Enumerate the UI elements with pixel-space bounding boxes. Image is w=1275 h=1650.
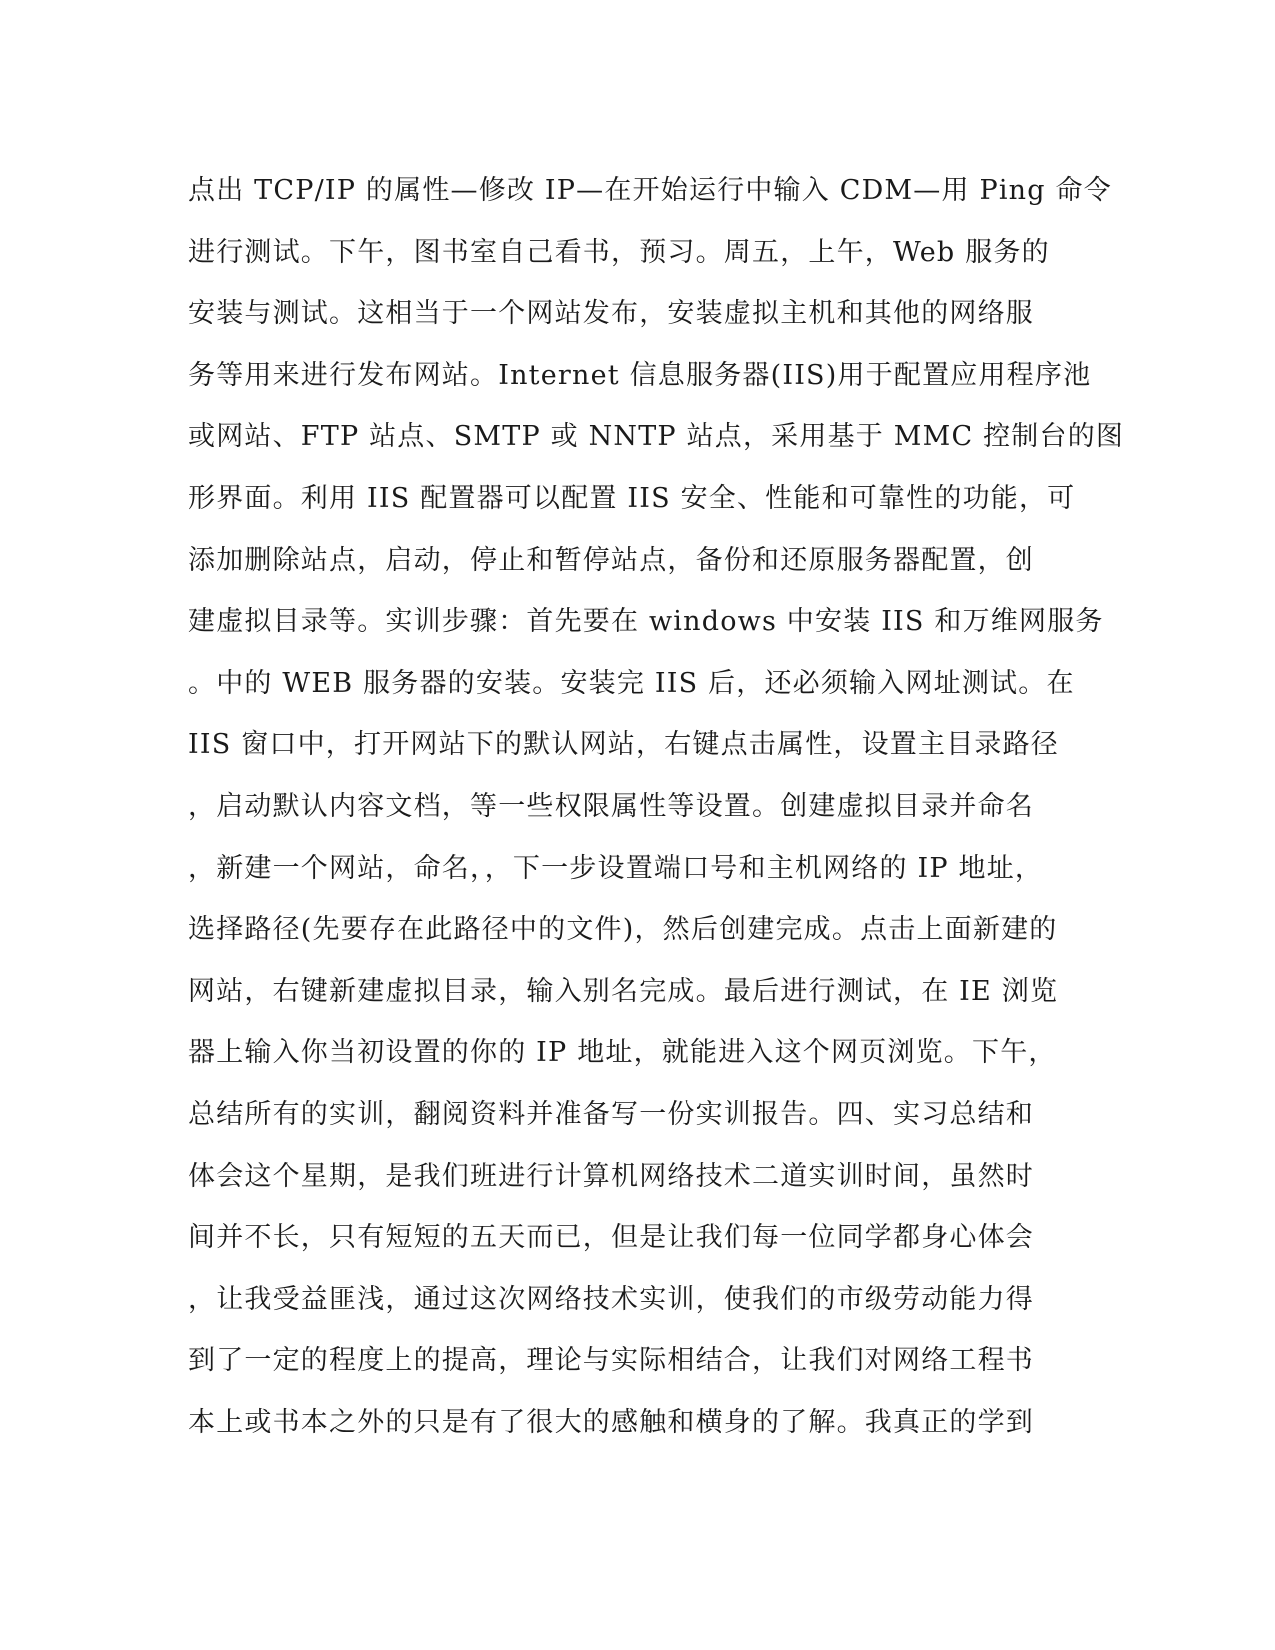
text-line: 选择路径(先要存在此路径中的文件)，然后创建完成。点击上面新建的 [188,914,1058,946]
text-line: 。中的 WEB 服务器的安装。安装完 IIS 后，还必须输入网址测试。在 [188,667,1075,699]
text-line: 网站，右键新建虚拟目录，输入别名完成。最后进行测试，在 IE 浏览 [188,975,1059,1007]
text-line: ，新建一个网站，命名，，下一步设置端口号和主机网络的 IP 地址， [188,852,1044,884]
text-line: 本上或书本之外的只是有了很大的感触和横身的了解。我真正的学到 [188,1406,1034,1438]
text-line: 器上输入你当初设置的你的 IP 地址，就能进入这个网页浏览。下午， [188,1037,1057,1069]
text-line: ，启动默认内容文档，等一些权限属性等设置。创建虚拟目录并命名 [188,790,1034,822]
text-line: 或网站、FTP 站点、SMTP 或 NNTP 站点，采用基于 MMC 控制台的图 [188,421,1125,453]
text-line: ，让我受益匪浅，通过这次网络技术实训，使我们的市级劳动能力得 [188,1283,1034,1315]
text-line: 间并不长，只有短短的五天而已，但是让我们每一位同学都身心体会 [188,1222,1034,1254]
body-text [188,160,1125,1453]
text-line: IIS 窗口中，打开网站下的默认网站，右键点击属性，设置主目录路径 [188,729,1060,761]
text-line: 务等用来进行发布网站。Internet 信息服务器(IIS)用于配置应用程序池 [188,359,1092,391]
text-line: 总结所有的实训，翻阅资料并准备写一份实训报告。四、实习总结和 [188,1098,1034,1130]
text-line: 体会这个星期，是我们班进行计算机网络技术二道实训时间，虽然时 [188,1160,1034,1192]
text-line: 到了一定的程度上的提高，理论与实际相结合，让我们对网络工程书 [188,1345,1034,1377]
text-line: 添加删除站点，启动，停止和暂停站点，备份和还原服务器配置，创 [188,544,1034,576]
text-line: 建虚拟目录等。实训步骤：首先要在 windows 中安装 IIS 和万维网服务 [188,606,1104,638]
text-line: 安装与测试。这相当于一个网站发布，安装虚拟主机和其他的网络服 [188,298,1034,330]
text-line: 点出 TCP/IP 的属性—修改 IP—在开始运行中输入 CDM—用 Ping 命令 [188,175,1112,206]
text-line: 进行测试。下午，图书室自己看书，预习。周五，上午，Web 服务的 [188,236,1050,268]
text-line: 形界面。利用 IIS 配置器可以配置 IIS 安全、性能和可靠性的功能，可 [188,482,1076,514]
